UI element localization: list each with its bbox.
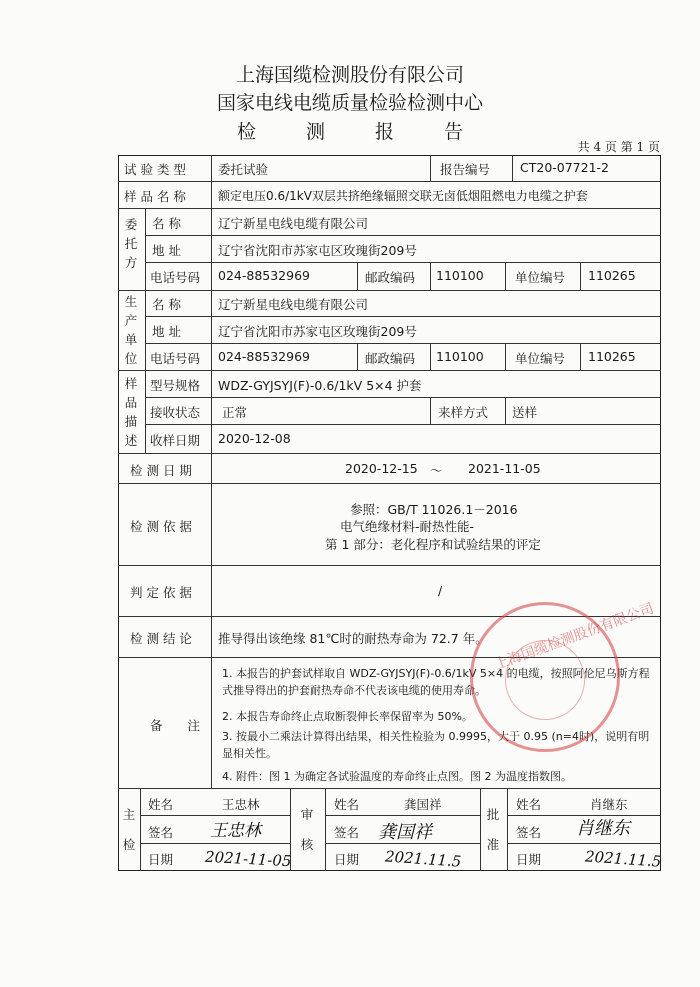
test-date-to: 2021-11-05 [468, 461, 541, 476]
client-name-value: 辽宁新星电线电缆有限公司 [218, 216, 369, 231]
main-date-label: 日期 [148, 852, 174, 867]
row-line [118, 565, 661, 566]
report-no-value: CT20-07721-2 [520, 160, 610, 175]
row-line [118, 453, 661, 454]
sample-delivery-value: 送样 [512, 405, 538, 420]
row-line [145, 343, 661, 344]
main-date: 2021-11-05 [204, 847, 292, 871]
row-line [118, 483, 661, 484]
conclusion-value: 推导得出该绝缘 81℃时的耐热寿命为 72.7 年。 [218, 631, 488, 646]
note-3: 3. 按最小二乘法计算得出结果，相关性检验为 0.9995，大于 0.95 (n=4时)，说明有明显相关性。 [222, 730, 650, 760]
row-line [140, 843, 290, 844]
col-line [512, 155, 513, 181]
notes-label: 备 注 [150, 718, 201, 733]
sample-delivery-label: 来样方式 [438, 405, 489, 420]
row-line [118, 181, 661, 182]
sample-date-label: 收样日期 [150, 433, 201, 448]
report-no-label: 报告编号 [440, 162, 491, 177]
review-name: 龚国祥 [404, 797, 442, 812]
col-line [357, 262, 358, 290]
maker-address-value: 辽宁省沈阳市苏家屯区玫瑰街209号 [218, 324, 417, 339]
report-title: 检 测 报 告 [236, 121, 486, 143]
col-line [145, 208, 146, 453]
test-type-label: 试 验 类 型 [124, 162, 186, 177]
maker-group-label: 生产单位 [124, 294, 138, 366]
col-line [325, 788, 326, 871]
review-date: 2021.11.5 [384, 847, 462, 871]
row-line [145, 424, 661, 425]
sample-model-value: WDZ-GYJSYJ(F)-0.6/1kV 5×4 护套 [218, 378, 422, 393]
review-sign-label: 签名 [334, 825, 360, 840]
review-signature: 龚国祥 [378, 822, 432, 843]
col-line [480, 788, 481, 871]
main-name-label: 姓名 [148, 797, 174, 812]
official-stamp-text: 上海国缆检测股份有限公司 [492, 600, 657, 674]
note-4: 4. 附件：图 1 为确定各试验温度的寿命终止点图。图 2 为温度指数图。 [222, 770, 572, 783]
col-line [430, 343, 431, 370]
test-basis-label: 检 测 依 据 [130, 519, 192, 534]
maker-unit-value: 110265 [588, 349, 636, 364]
col-line [430, 397, 431, 424]
client-address-value: 辽宁省沈阳市苏家屯区玫瑰街209号 [218, 243, 417, 258]
approve-sign-label: 签名 [516, 825, 542, 840]
row-line [325, 815, 480, 816]
col-line [505, 343, 506, 370]
client-name-label: 名 称 [152, 216, 181, 231]
col-line [430, 262, 431, 290]
maker-unit-label: 单位编号 [515, 351, 566, 366]
col-line [140, 788, 141, 871]
client-unit-label: 单位编号 [515, 270, 566, 285]
maker-phone-value: 024-88532969 [218, 349, 310, 364]
sample-model-label: 型号规格 [150, 378, 201, 393]
col-line [505, 397, 506, 424]
col-line [505, 262, 506, 290]
row-line [118, 290, 661, 291]
maker-address-label: 地 址 [152, 324, 181, 339]
center-name: 国家电线电缆质量检验检测中心 [216, 92, 483, 114]
client-address-label: 地 址 [152, 243, 181, 258]
approve-signature: 肖继东 [576, 818, 630, 839]
maker-phone-label: 电话号码 [150, 351, 201, 366]
review-role-label: 审核 [300, 807, 314, 852]
maker-name-label: 名 称 [152, 297, 181, 312]
col-line [580, 262, 581, 290]
test-basis-line2: 电气绝缘材料-耐热性能- [340, 519, 475, 534]
main-name: 王忠林 [222, 797, 260, 812]
judge-basis-value: / [438, 583, 443, 598]
main-role-label: 主检 [122, 807, 136, 852]
test-date-label: 检 测 日 期 [130, 463, 192, 478]
client-phone-label: 电话号码 [150, 270, 201, 285]
sample-date-value: 2020-12-08 [218, 431, 291, 446]
col-line [580, 343, 581, 370]
row-line [118, 370, 661, 371]
sample-name-label: 样 品 名 称 [124, 189, 186, 204]
approve-role-label: 批准 [486, 807, 500, 852]
row-line [507, 843, 661, 844]
review-date-label: 日期 [334, 852, 360, 867]
maker-postcode-label: 邮政编码 [365, 351, 416, 366]
sample-name-value: 额定电压0.6/1kV双层共挤绝缘辐照交联无卤低烟阻燃电力电缆之护套 [218, 189, 588, 203]
row-line [145, 262, 661, 263]
test-basis-line1: 参照：GB/T 11026.1－2016 [350, 502, 518, 517]
row-line [145, 235, 661, 236]
note-2: 2. 本报告寿命终止点取断裂伸长率保留率为 50%。 [222, 710, 473, 723]
approve-date: 2021.11.5 [584, 847, 662, 871]
company-name: 上海国缆检测股份有限公司 [235, 64, 464, 86]
col-line [507, 788, 508, 871]
main-sign-label: 签名 [148, 825, 174, 840]
maker-name-value: 辽宁新星电线电缆有限公司 [218, 297, 369, 312]
client-postcode-label: 邮政编码 [365, 270, 416, 285]
test-date-tilde: ～ [430, 463, 443, 478]
maker-postcode-value: 110100 [436, 349, 484, 364]
conclusion-label: 检 测 结 论 [130, 631, 192, 646]
judge-basis-label: 判 定 依 据 [130, 585, 192, 600]
client-postcode-value: 110100 [436, 268, 484, 283]
row-line [118, 788, 661, 789]
review-name-label: 姓名 [334, 797, 360, 812]
test-type-value: 委托试验 [218, 162, 269, 177]
approve-date-label: 日期 [516, 852, 542, 867]
test-basis-line3: 第 1 部分：老化程序和试验结果的评定 [325, 537, 541, 552]
sample-status-label: 接收状态 [150, 405, 201, 420]
col-line [430, 155, 431, 181]
note-1: 1. 本报告的护套试样取自 WDZ-GYJSYJ(F)-0.6/1kV 5×4 的电缆，按照阿伦尼乌斯方程式推导得出的护套耐热寿命不代表该电缆的使用寿命。 [222, 667, 650, 697]
col-line [211, 155, 212, 788]
main-signature: 王忠林 [210, 821, 261, 841]
row-line [145, 397, 661, 398]
test-date-from: 2020-12-15 [345, 461, 418, 476]
row-line [145, 316, 661, 317]
client-phone-value: 024-88532969 [218, 268, 310, 283]
sample-group-label: 样品描述 [124, 376, 138, 448]
approve-name: 肖继东 [590, 797, 628, 812]
page-count: 共 4 页 第 1 页 [577, 140, 660, 154]
client-unit-value: 110265 [588, 268, 636, 283]
client-group-label: 委托方 [124, 217, 138, 270]
sample-status-value: 正常 [222, 405, 248, 420]
col-line [357, 343, 358, 370]
approve-name-label: 姓名 [516, 797, 542, 812]
row-line [118, 208, 661, 209]
